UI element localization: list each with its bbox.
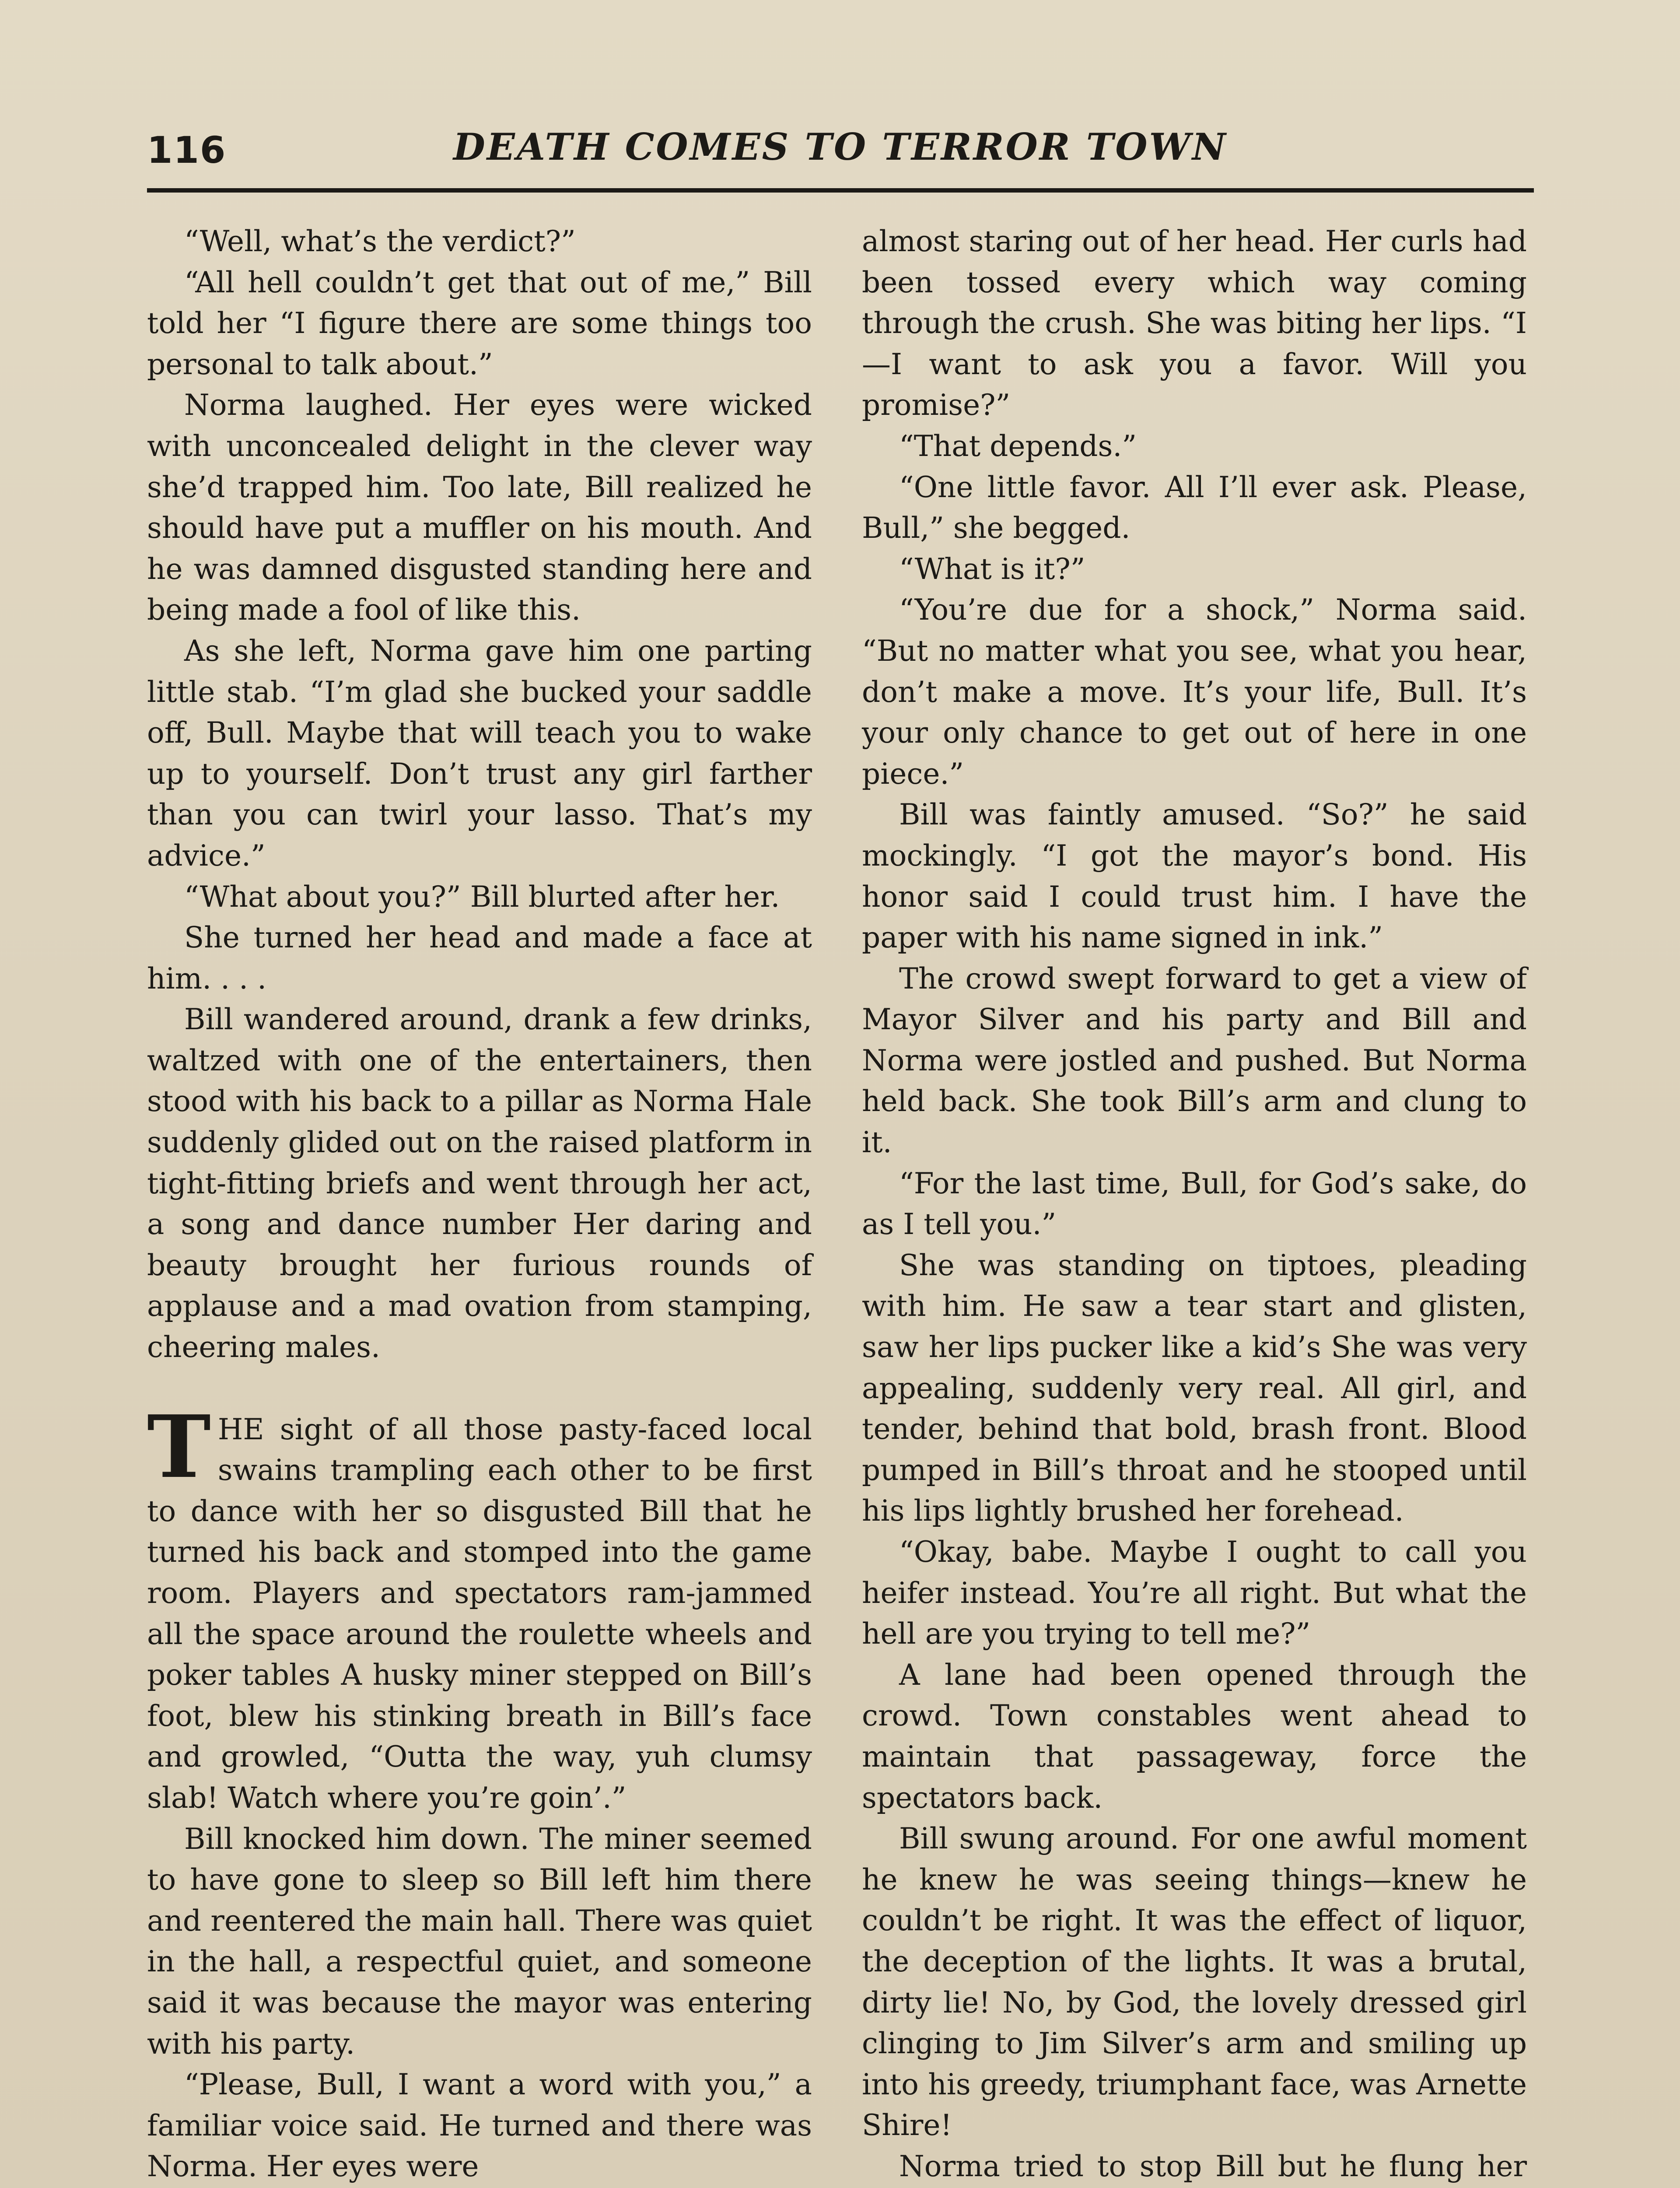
paragraph: The crowd swept forward to get a view of Mayor Silver and his party and Bill and Norma were jostled and pushed. But Norma held back. She took Bill’s arm and clung to it. [862, 961, 1527, 1160]
paragraph: “Please, Bull, I want a word with you,” a familiar voice said. He turned and there was Norma. Her eyes were [147, 2068, 812, 2184]
paragraph: Bill knocked him down. The miner seemed to have gone to sleep so Bill left him there and reentered the main hall. There was quiet in the hall, a respectful quiet, and someone said it was because the mayor was entering with his party. [147, 1822, 812, 2061]
paragraph: Bill was faintly amused. “So?” he said mockingly. “I got the mayor’s bond. His honor said I could trust him. I have the paper with his name signed in ink.” [862, 798, 1527, 955]
paragraph: Norma laughed. Her eyes were wicked with unconcealed delight in the clever way she’d trapped him. Too late, Bill realized he should have put a muffler on his mouth. And he was damned disgusted standing here and being made a fool of like this. [147, 388, 812, 627]
paragraph: Norma tried to stop Bill but he flung her [899, 2149, 1527, 2183]
page-header [147, 125, 1534, 191]
paragraph: “Okay, babe. Maybe I ought to call you heifer instead. You’re all right. But what the hell are you trying to tell me?” [862, 1535, 1527, 1651]
left-column [147, 221, 812, 2187]
paragraph: Bill wandered around, drank a few drinks, waltzed with one of the entertainers, then stood with his back to a pillar as Norma Hale suddenly glided out on the raised platform in tight-fitting briefs and went through her act, a song and dance number Her daring and beauty brought her furious rounds of applause and a mad ovation from stamping, cheering males. [147, 1003, 812, 1364]
right-column [862, 221, 1527, 2188]
running-title: DEATH COMES TO TERROR TOWN [453, 125, 1228, 168]
paragraph: “That depends.” [899, 429, 1137, 463]
page-number: 116 [147, 129, 227, 172]
paragraph: “For the last time, Bull, for God’s sake, do as I tell you.” [862, 1166, 1527, 1241]
paragraph: “You’re due for a shock,” Norma said. “But no matter what you see, what you hear, don’t make a move. It’s your life, Bull. It’s your only chance to get out of here in one piece.” [862, 593, 1527, 791]
paragraph: Bill swung around. For one awful moment he knew he was seeing things—knew he couldn’t be right. It was the effect of liquor, the deception of the lights. It was a brutal, dirty lie! No, by God, the lovely dressed girl clinging to Jim Silver’s arm and smiling up into his greedy, triumphant face, was Arnette Shire! [862, 1822, 1527, 2142]
paragraph: “All hell couldn’t get that out of me,” Bill told her “I figure there are some things too personal to talk about.” [147, 265, 812, 381]
section-opening-text: HE sight of all those pasty-faced local swains trampling each other to be first to dance with her so disgusted Bill that he turned his back and stomped into the game room. Players and spectators ram-jammed all the space around the roulette wheels and poker tables A husky miner stepped on Bill’s foot, blew his stinking breath in Bill’s face and growled, “Outta the way, yuh clumsy slab! Watch where you’re goin’.” [147, 1412, 812, 1815]
paragraph: She turned her head and made a face at him. . . . [147, 921, 812, 996]
continued-paragraph: almost staring out of her head. Her curls had been tossed every which way coming through the crush. She was biting her lips. “I—I want to ask you a favor. Will you promise?” [862, 224, 1527, 422]
paragraph: “What about you?” Bill blurted after her. [184, 880, 780, 914]
paragraph: “One little favor. All I’ll ever ask. Please, Bull,” she begged. [862, 470, 1527, 545]
paragraph: A lane had been opened through the crowd. Town constables went ahead to maintain that passageway, force the spectators back. [862, 1658, 1527, 1815]
section-opening-paragraph [147, 1396, 812, 1819]
paragraph: “Well, what’s the verdict?” [184, 224, 576, 258]
paragraph: “What is it?” [899, 552, 1085, 586]
header-rule [147, 188, 1534, 193]
drop-cap: T [147, 1396, 211, 1497]
paragraph: She was standing on tiptoes, pleading with him. He saw a tear start and glisten, saw her lips pucker like a kid’s She was very appealing, suddenly very real. All girl, and tender, behind that bold, brash front. Blood pumped in Bill’s throat and he stooped until his lips lightly brushed her forehead. [862, 1248, 1527, 1528]
paragraph: As she left, Norma gave him one parting little stab. “I’m glad she bucked your saddle off, Bull. Maybe that will teach you to wake up to yourself. Don’t trust any girl farther than you can twirl your lasso. That’s my advice.” [147, 634, 812, 873]
